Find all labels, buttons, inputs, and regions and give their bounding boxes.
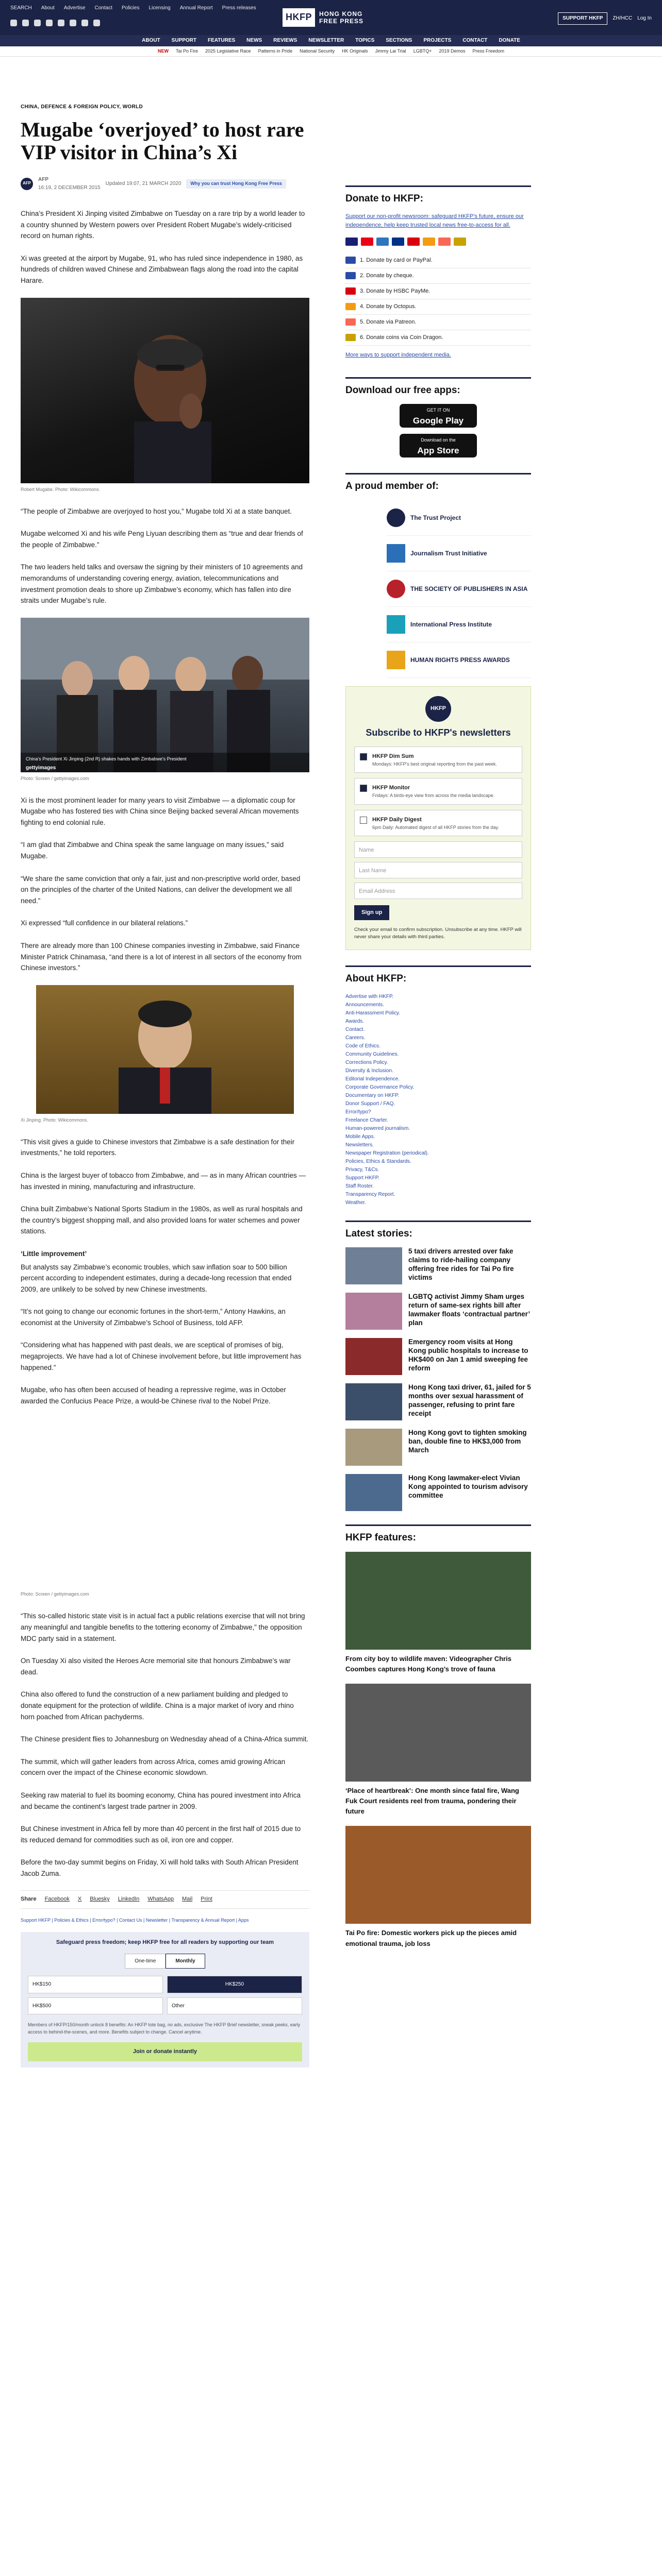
paragraph: “It’s not going to change our economic fortunes in the short-term,” Antony Hawkins, an economist at the University of Zimbabwe’s School of Business, told AFP. [21,1308,286,1327]
member-jti[interactable]: Journalism Trust Initiative [387,536,531,571]
paragraph: China built Zimbabwe’s National Sports Stadium in the 1980s, as well as rural hospitals and the country’s biggest shopping mall, and also provided loans for water schemes and power stations. [21,1205,303,1235]
nav-news[interactable]: NEWS [246,38,262,44]
paragraph: China is the largest buyer of tobacco from Zimbabwe, and — as in many African countries — has invested in mining, manufacturing and infrastructure. [21,1171,306,1191]
story-title[interactable]: LGBTQ activist Jimmy Sham urges return of same-sex rights bill after lawmaker floats ‘contractual partner’ plan [408,1293,530,1327]
paragraph: Before the two-day summit begins on Friday, Xi will hold talks with South African President Jacob Zuma. [21,1858,299,1877]
feature-story[interactable] [345,1684,531,1817]
licensing-link[interactable]: Licensing [148,5,171,11]
about-item[interactable]: Advertise with HKFP. [345,993,394,999]
author-avatar: AFP [21,178,33,190]
feature-story[interactable] [345,1826,531,1948]
about-item[interactable]: Mobile Apps. [345,1133,375,1140]
share-mail[interactable]: Mail [182,1896,193,1903]
nav-features[interactable]: FEATURES [208,38,236,44]
advertise-link[interactable]: Advertise [63,5,86,11]
about-item[interactable]: Newspaper Registration (periodical). [345,1150,429,1156]
share-bluesky[interactable]: Bluesky [90,1896,110,1903]
octopus-icon [423,238,435,246]
paragraph: Xi was greeted at the airport by Mugabe, 91, who has ruled since independence in 1980, as hundreds of children waved Chinese and Zimbabwean flags along the road into the capital Harare. [21,254,303,285]
logo-mark: HKFP [283,8,315,27]
newsletter-option-dimsum[interactable]: HKFP Dim Sum Mondays: HKFP's best original reporting from the past week. [354,747,522,773]
about-item[interactable]: Support HKFP. [345,1175,379,1181]
newsletter-option-monitor[interactable]: HKFP Monitor Fridays: A birds-eye view from across the media landscape. [354,778,522,804]
feature-stories [345,1552,531,1949]
jti-icon [387,544,405,563]
trust-project-icon [387,509,405,527]
donate-title: Donate to HKFP: [345,185,531,206]
story-title[interactable]: Hong Kong taxi driver, 61, jailed for 5 months over sexual harassment of passenger, refusing to print fare receipt [408,1383,531,1417]
handshake-illustration [21,618,309,772]
google-play-button[interactable]: GET IT ON Google Play [400,404,477,428]
top-links [10,4,256,12]
feature-title[interactable]: ‘Place of heartbreak’: One month since fatal fire, Wang Fuk Court residents reel from trauma, pondering their future [345,1786,519,1816]
about-item[interactable]: Transparency Report. [345,1191,395,1197]
about-title: About HKFP: [345,965,531,986]
donate-headline: Safeguard press freedom; keep HKFP free for all readers by supporting our team [56,1939,274,1946]
about-item[interactable]: Awards. [345,1018,364,1024]
nav-sections[interactable]: SECTIONS [386,38,412,44]
donate-option[interactable]: 2. Donate by cheque. [345,268,531,284]
facebook-icon[interactable] [22,20,29,26]
site-logo[interactable] [283,4,380,31]
newsletter-option-digest[interactable]: HKFP Daily Digest 6pm Daily: Automated digest of all HKFP stories from the day. [354,810,522,836]
search-link[interactable]: SEARCH [10,5,32,11]
mugabe-photo [21,298,309,483]
publish-date: 16:19, 2 DECEMBER 2015 [38,184,101,191]
story-thumbnail[interactable] [345,1474,402,1511]
paragraph: Seeking raw material to fuel its booming economy, China has poured investment into Africa and became the continent’s largest trade partner in 2009. [21,1791,301,1810]
feature-title[interactable]: Tai Po fire: Domestic workers pick up the pieces amid emotional trauma, job loss [345,1929,517,1947]
payme-icon [345,287,356,295]
photo-caption: Xi Jinping. Photo: Wikicommons. [21,1117,89,1123]
article-footer-links[interactable]: Support HKFP | Policies & Ethics | Error/typo? | Contact Us | Newsletter | Transparency & Annual Report | Apps [21,1917,249,1923]
paragraph: But Chinese investment in Africa fell by more than 40 percent in the first half of 2015 due to its reduced demand for commodities such as oil, iron ore and copper. [21,1825,301,1844]
card-icon [345,257,356,264]
patreon-icon [345,318,356,326]
share-whatsapp[interactable]: WhatsApp [147,1896,174,1903]
press-releases-link[interactable]: Press releases [222,5,256,11]
share-x[interactable]: X [77,1896,82,1903]
last-name-field[interactable]: Last Name [354,862,522,878]
donate-option[interactable]: 4. Donate by Octopus. [345,299,531,315]
paragraph: “We share the same conviction that only a fair, just and non-prescriptive world order, based on the principles of the charter of the United Nations, can deliver the development we all need.” [21,874,301,905]
new-label: NEW [157,48,169,54]
ticker-item[interactable]: Tai Po Fire [175,48,198,54]
about-link[interactable]: About [41,5,55,11]
support-button[interactable]: SUPPORT HKFP [558,12,607,25]
newsletter-title: Subscribe to HKFP's newsletters [366,727,511,738]
name-field[interactable]: Name [354,841,522,858]
paragraph: The two leaders held talks and oversaw the signing by their ministers of 10 agreements and memorandums of understanding covering energy, aviation, telecommunications and investment promotion deals to shore up Zimbabwe’s economy, which has fallen into dire straits under Mugabe’s rule. [21,563,303,605]
story-title[interactable]: Hong Kong lawmaker-elect Vivian Kong appointed to tourism advisory committee [408,1474,528,1499]
about-item[interactable]: Privacy, T&Cs. [345,1166,379,1173]
app-store-button[interactable]: Download on the App Store [400,434,477,457]
trust-link[interactable]: Why you can trust Hong Kong Free Press [186,179,286,189]
story-thumbnail[interactable] [345,1247,402,1284]
rss-icon[interactable] [93,20,100,26]
paragraph: “Considering what has happened with past deals, we are sceptical of promises of big, megaprojects. We have had a lot of Chinese involvement before, but little improvement has happened.” [21,1341,302,1371]
about-item[interactable]: Freelance Charter. [345,1117,388,1123]
latest-story[interactable] [345,1429,531,1466]
logo-text: HONG KONG FREE PRESS [319,10,364,25]
about-list [345,993,531,1207]
signup-button[interactable]: Sign up [354,905,389,920]
paragraph: But analysts say Zimbabwe’s economic troubles, which saw inflation soar to 500 billion percent according to independent estimates, during a decade-long recession that ended 2009, are unlikely to be solved by new Chinese investments. [21,1263,292,1293]
author-name[interactable]: AFP [38,177,48,183]
story-thumbnail[interactable] [345,1338,402,1375]
story-thumbnail[interactable] [345,1429,402,1466]
monthly-tab[interactable]: Monthly [166,1954,205,1969]
about-item[interactable]: Weather. [345,1199,366,1206]
zh-link[interactable]: ZH/HCC [613,15,633,21]
byline [21,176,309,192]
features-title: HKFP features: [345,1524,531,1545]
story-title[interactable]: Emergency room visits at Hong Kong public hospitals to increase to HK$400 on Jan 1 amid sweeping fee reform [408,1338,528,1372]
newsletter-note: Check your email to confirm subscription. Unsubscribe at any time. HKFP will never share your details with third parties. [354,926,522,940]
getty-watermark: gettyimages [26,765,56,771]
article-category[interactable]: CHINA, DEFENCE & FOREIGN POLICY, WORLD [21,104,143,110]
nav-newsletter[interactable]: NEWSLETTER [308,38,344,44]
about-item[interactable]: Donor Support / FAQ. [345,1100,395,1107]
latest-story[interactable] [345,1474,531,1511]
feature-title[interactable]: From city boy to wildlife maven: Videographer Chris Coombes captures Hong Kong’s trove of fauna [345,1654,511,1673]
top-right [558,12,652,25]
member-ipi[interactable]: International Press Institute [387,607,531,642]
ticker-item[interactable]: Patterns in Pride [258,48,293,54]
share-linkedin[interactable]: LinkedIn [118,1896,140,1903]
paragraph: Mugabe welcomed Xi and his wife Peng Liyuan describing them as “true and dear friends of the people of Zimbabwe.” [21,530,303,549]
login-link[interactable]: Log In [637,15,652,21]
feature-story[interactable] [345,1552,531,1674]
ticker-item[interactable]: HK Originals [342,48,368,54]
cheque-icon [345,272,356,279]
about-item[interactable]: Corrections Policy. [345,1059,388,1065]
xi-photo [36,985,294,1114]
join-button[interactable]: Join or donate instantly [28,2042,302,2061]
youtube-icon[interactable] [46,20,53,26]
checkbox-checked[interactable] [360,785,367,792]
x-icon[interactable] [10,20,17,26]
ticker-item[interactable]: 2019 Demos [439,48,466,54]
share-bar [21,1890,309,1908]
nav-reviews[interactable]: REVIEWS [273,38,297,44]
about-item[interactable]: Anti-Harassment Policy. [345,1010,400,1016]
coin-icon [454,238,466,246]
ticker-item[interactable]: Jimmy Lai Trial [375,48,406,54]
latest-story[interactable] [345,1247,531,1284]
nav-about[interactable]: ABOUT [142,38,160,44]
donate-option[interactable]: 6. Donate coins via Coin Dragon. [345,330,531,346]
xi-illustration [36,985,294,1114]
member-hrpa[interactable]: HUMAN RIGHTS PRESS AWARDS [387,642,531,678]
donate-option[interactable]: 1. Donate by card or PayPal. [345,253,531,268]
amex-icon [376,238,389,246]
paragraph: The Chinese president flies to Johannesburg on Wednesday ahead of a China-Africa summit. [21,1735,309,1743]
photo-caption: Photo: Screen / gettyimages.com [21,1591,89,1597]
about-item[interactable]: Community Guidelines. [345,1051,399,1057]
article-body [21,208,309,1879]
about-item[interactable]: Contact. [345,1026,365,1032]
feature-thumbnail[interactable] [345,1552,531,1650]
donate-option[interactable]: 5. Donate via Patreon. [345,315,531,330]
about-item[interactable]: Careers. [345,1035,366,1041]
paragraph: Xi expressed “full confidence in our bilateral relations.” [21,919,188,927]
article-headline: Mugabe ‘overjoyed’ to host rare VIP visitor in China’s Xi [21,117,304,164]
share-label: Share [21,1896,37,1903]
member-trust-project[interactable]: The Trust Project [387,500,531,536]
main-nav [0,35,662,46]
photo-caption: Photo: Screen / gettyimages.com [21,775,89,781]
about-item[interactable]: Announcements. [345,1002,385,1008]
nav-donate[interactable]: DONATE [499,38,520,44]
latest-stories [345,1247,531,1511]
annual-report-link[interactable]: Annual Report [179,5,213,11]
photo-caption: Robert Mugabe. Photo: Wikicommons. [21,486,101,492]
email-field[interactable]: Email Address [354,883,522,899]
payment-logos [345,238,531,246]
about-item[interactable]: Human-powered journalism. [345,1125,410,1131]
donate-box [21,1932,309,2067]
paragraph: “This so-called historic state visit is in actual fact a public relations exercise that will not bring any meaningful and tangible benefits to the tottering economy of Zimbabwe,” the opposition MDC party said in a statement. [21,1612,305,1642]
topic-ticker [0,46,662,57]
about-item[interactable]: Diversity & Inclusion. [345,1067,393,1074]
amount-option[interactable]: Other [167,1997,302,2015]
latest-title: Latest stories: [345,1221,531,1241]
one-time-tab[interactable]: One-time [125,1954,166,1969]
portrait-illustration [21,298,309,483]
latest-story[interactable] [345,1293,531,1330]
donate-option[interactable]: 3. Donate by HSBC PayMe. [345,284,531,299]
sidebar [345,185,531,1958]
paypal-icon [392,238,404,246]
frequency-toggle [28,1954,302,1969]
paragraph: On Tuesday Xi also visited the Heroes Acre memorial site that honours Zimbabwe’s war dead. [21,1657,291,1676]
share-print[interactable]: Print [201,1896,212,1903]
policies-link[interactable]: Policies [121,5,140,11]
paragraph: Xi is the most prominent leader for many years to visit Zimbabwe — a diplomatic coup for Mugabe who has fostered ties with China since Beijing backed several African movements fighting to end colonial rule. [21,796,299,826]
feature-thumbnail[interactable] [345,1826,531,1924]
member-title: A proud member of: [345,473,531,494]
threads-icon[interactable] [70,20,76,26]
telegram-icon[interactable] [81,20,88,26]
paragraph: There are already more than 100 Chinese companies investing in Zimbabwe, said Finance Minister Patrick Chinamasa, “and there is a lot of interest in all sectors of the economy from Chinese investors.” [21,942,302,972]
ticker-item[interactable]: National Security [300,48,335,54]
about-item[interactable]: Editorial Independence. [345,1076,400,1082]
about-item[interactable]: Error/typo? [345,1109,371,1115]
checkbox-checked[interactable] [360,753,367,760]
sopa-icon [387,580,405,598]
paragraph: China also offered to fund the construction of a new parliament building and pledged to donate equipment for the protection of wildlife. China is a major market of ivory and rhino horn poached from African pachyderms. [21,1690,294,1721]
latest-story[interactable] [345,1383,531,1420]
paragraph: “This visit gives a guide to Chinese investors that Zimbabwe is a safe destination for their investments,” he told reporters. [21,1138,295,1157]
nav-topics[interactable]: TOPICS [355,38,375,44]
amount-options [28,1976,302,2014]
donate-note: Members of HKFP/150/month unlock 8 benefits: An HKFP tote bag, no ads, exclusive The HKFP Brief newsletter, sneak peeks, early access to behind-the-scenes, and more. Benefits subject to change. Cancel anytime. [28,2022,301,2035]
updated-date: Updated 19:07, 21 MARCH 2020 [105,180,181,187]
ticker-item[interactable]: Press Freedom [472,48,505,54]
about-item[interactable]: Code of Ethics. [345,1043,380,1049]
checkbox-unchecked[interactable] [360,817,367,824]
embedded-media-placeholder [21,1418,309,1588]
subheading: ‘Little improvement’ [21,1249,87,1258]
coin-icon [345,334,356,341]
donate-intro[interactable]: Support our non-profit newsroom: safeguard HKFP's future, ensure our independence, help keep trusted local news free-to-access for all. [345,213,524,229]
nav-projects[interactable]: PROJECTS [423,38,452,44]
paragraph: “I am glad that Zimbabwe and China speak the same language on many issues,” said Mugabe. [21,841,284,860]
story-thumbnail[interactable] [345,1293,402,1330]
newsletter-box [345,686,531,951]
social-icons [10,20,100,26]
paragraph: The summit, which will gather leaders from across Africa, comes amid growing African concern over the impact of the Chinese economic slowdown. [21,1757,286,1777]
donate-section [345,212,531,359]
about-item[interactable]: Documentary on HKFP. [345,1092,400,1098]
paragraph: “The people of Zimbabwe are overjoyed to host you,” Mugabe told Xi at a state banquet. [21,507,292,515]
article-main [21,103,309,2067]
latest-story[interactable] [345,1338,531,1375]
story-title[interactable]: 5 taxi drivers arrested over fake claims to ride-hailing company offering free rides for Tai Po fire victims [408,1247,514,1281]
member-sopa[interactable]: THE SOCIETY OF PUBLISHERS IN ASIA [387,571,531,607]
apps-title: Download our free apps: [345,377,531,398]
about-item[interactable]: Staff Roster. [345,1183,374,1189]
ticker-item[interactable]: 2025 Legislative Race [205,48,251,54]
ipi-icon [387,615,405,634]
paragraph: Mugabe, who has often been accused of heading a repressive regime, was in October awarded the Confucius Peace Prize, a would-be Chinese rival to the Nobel Prize. [21,1386,286,1405]
about-item[interactable]: Newsletters. [345,1142,374,1148]
paragraph: China’s President Xi Jinping visited Zimbabwe on Tuesday on a rare trip by a world leader to a country shunned by Western powers over President Robert Mugabe’s widely-criticised record on human rights. [21,210,305,240]
feature-thumbnail[interactable] [345,1684,531,1782]
visa-icon [345,238,358,246]
hkfp-circle-logo: HKFP [425,696,451,722]
more-ways-link[interactable]: More ways to support independent media. [345,351,451,358]
top-bar [0,0,662,35]
about-item[interactable]: Corporate Governance Policy. [345,1084,415,1090]
nav-support[interactable]: SUPPORT [171,38,197,44]
amount-option[interactable]: HK$500 [28,1997,163,2015]
share-facebook[interactable]: Facebook [44,1896,70,1903]
instagram-icon[interactable] [34,20,41,26]
story-title[interactable]: Hong Kong govt to tighten smoking ban, double fine to HK$3,000 from March [408,1429,527,1454]
photo-overlay-text: China's President Xi Jinping (2nd R) shakes hands with Zimbabwe's President [26,756,187,761]
octopus-icon [345,303,356,310]
patreon-icon [438,238,451,246]
amount-option[interactable]: HK$150 [28,1976,163,1993]
about-item[interactable]: Policies, Ethics & Standards. [345,1158,411,1164]
ticker-item[interactable]: LGBTQ+ [413,48,432,54]
handshake-photo [21,618,309,772]
story-thumbnail[interactable] [345,1383,402,1420]
mastercard-icon [361,238,373,246]
nav-contact[interactable]: CONTACT [462,38,488,44]
payme-icon [407,238,420,246]
hrpa-icon [387,651,405,669]
amount-option-selected[interactable]: HK$250 [167,1976,302,1993]
linkedin-icon[interactable] [58,20,64,26]
contact-link[interactable]: Contact [94,5,112,11]
